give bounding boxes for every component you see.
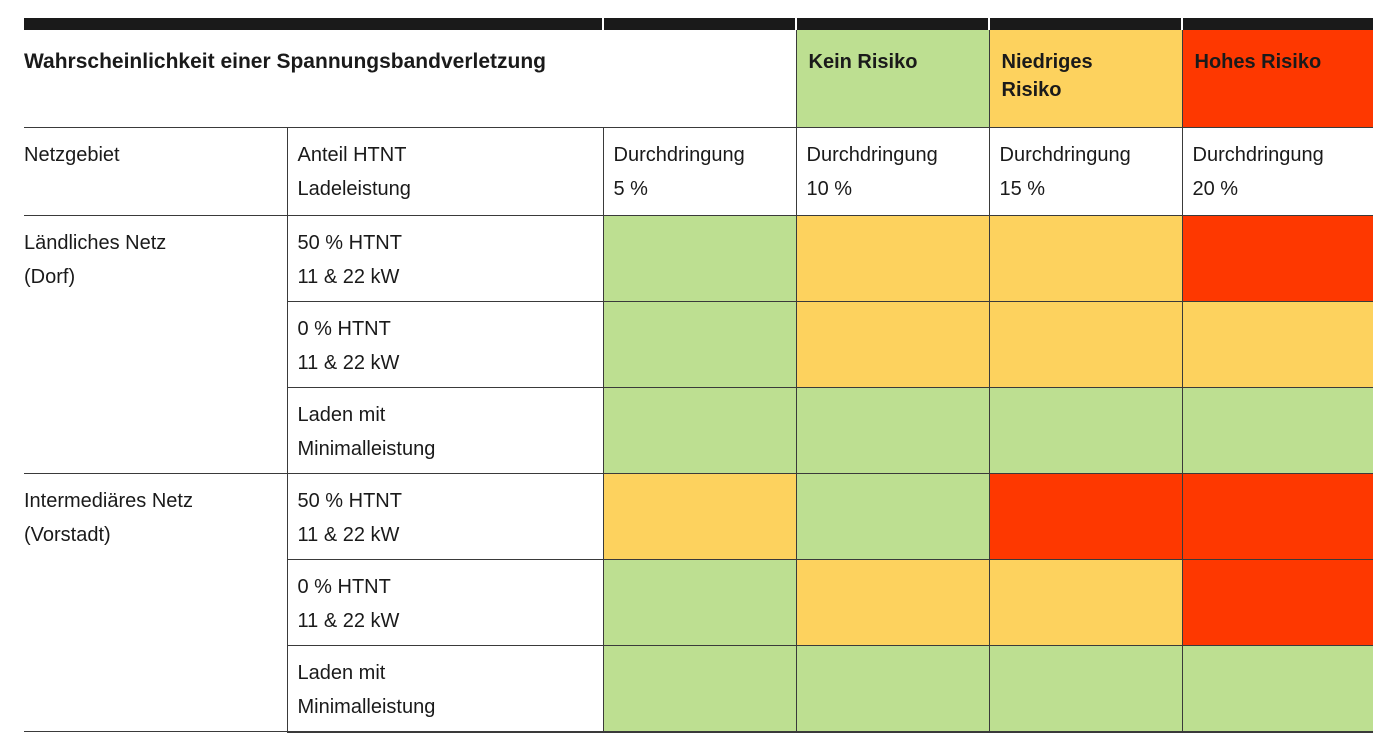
scenario-cell (287, 216, 603, 302)
risk-cell-red (1182, 474, 1373, 560)
risk-cell-green (603, 216, 796, 302)
header-label: Netzgebiet (24, 144, 120, 166)
header-label: Durchdringung (1192, 144, 1324, 166)
scenario-cell (287, 302, 603, 388)
scenario-cell (287, 646, 603, 732)
header-label: 5 % (613, 178, 648, 200)
risk-cell-red (1182, 560, 1373, 646)
scenario-label: 11 & 22 kW (297, 524, 400, 546)
risk-cell-green (1182, 388, 1373, 474)
scenario-cell (287, 560, 603, 646)
top-rule (24, 18, 1373, 30)
header-anteil (287, 128, 603, 216)
scenario-cell (287, 388, 603, 474)
scenario-label: 11 & 22 kW (297, 266, 400, 288)
scenario-label: 0 % HTNT (297, 318, 391, 340)
header-label: Ladeleistung (297, 178, 411, 200)
legend-label: Niedriges (1001, 51, 1093, 73)
risk-cell-green (603, 388, 796, 474)
header-durchdringung-20 (1182, 128, 1373, 216)
scenario-label: Minimalleistung (297, 696, 436, 718)
risk-cell-green (1182, 646, 1373, 732)
risk-cell-green (989, 388, 1182, 474)
risk-cell-yellow (796, 302, 989, 388)
risk-cell-green (796, 474, 989, 560)
header-row (24, 128, 1373, 216)
risk-table (24, 18, 1373, 733)
scenario-label: 0 % HTNT (297, 576, 391, 598)
scenario-label: Laden mit (297, 662, 386, 684)
scenario-label: 50 % HTNT (297, 490, 402, 512)
risk-table-container (24, 18, 1373, 733)
scenario-label: 11 & 22 kW (297, 352, 400, 374)
header-label: 20 % (1192, 178, 1239, 200)
header-durchdringung-10 (796, 128, 989, 216)
header-durchdringung-15 (989, 128, 1182, 216)
legend-high-risk (1182, 30, 1373, 128)
legend-no-risk (796, 30, 989, 128)
risk-cell-green (796, 646, 989, 732)
table-title: Wahrscheinlichkeit einer Spannungsbandverletzung (24, 30, 796, 128)
risk-cell-green (603, 646, 796, 732)
region-cell (24, 474, 287, 732)
header-label: Durchdringung (806, 144, 938, 166)
legend-low-risk (989, 30, 1182, 128)
header-label: 10 % (806, 178, 853, 200)
risk-cell-yellow (796, 560, 989, 646)
risk-cell-red (1182, 216, 1373, 302)
risk-cell-yellow (603, 474, 796, 560)
header-label: Durchdringung (999, 144, 1131, 166)
legend-label: Kein Risiko (808, 51, 918, 73)
risk-cell-green (796, 388, 989, 474)
region-label: (Vorstadt) (24, 524, 111, 546)
header-netzgebiet (24, 128, 287, 216)
risk-cell-yellow (989, 302, 1182, 388)
scenario-label: 50 % HTNT (297, 232, 402, 254)
table-row (24, 474, 1373, 560)
scenario-label: 11 & 22 kW (297, 610, 400, 632)
scenario-cell (287, 474, 603, 560)
risk-cell-yellow (796, 216, 989, 302)
risk-cell-yellow (989, 560, 1182, 646)
risk-cell-yellow (1182, 302, 1373, 388)
header-durchdringung-5 (603, 128, 796, 216)
legend-row (24, 30, 1373, 128)
region-label: Ländliches Netz (24, 232, 167, 254)
header-label: Anteil HTNT (297, 144, 407, 166)
region-label: (Dorf) (24, 266, 76, 288)
scenario-label: Minimalleistung (297, 438, 436, 460)
legend-label: Risiko (1001, 79, 1062, 101)
scenario-label: Laden mit (297, 404, 386, 426)
risk-cell-red (989, 474, 1182, 560)
risk-cell-green (989, 646, 1182, 732)
header-label: Durchdringung (613, 144, 745, 166)
header-label: 15 % (999, 178, 1046, 200)
risk-cell-green (603, 302, 796, 388)
risk-cell-green (603, 560, 796, 646)
legend-label: Hohes Risiko (1194, 51, 1322, 73)
table-row (24, 216, 1373, 302)
region-label: Intermediäres Netz (24, 490, 193, 512)
region-cell (24, 216, 287, 474)
risk-cell-yellow (989, 216, 1182, 302)
